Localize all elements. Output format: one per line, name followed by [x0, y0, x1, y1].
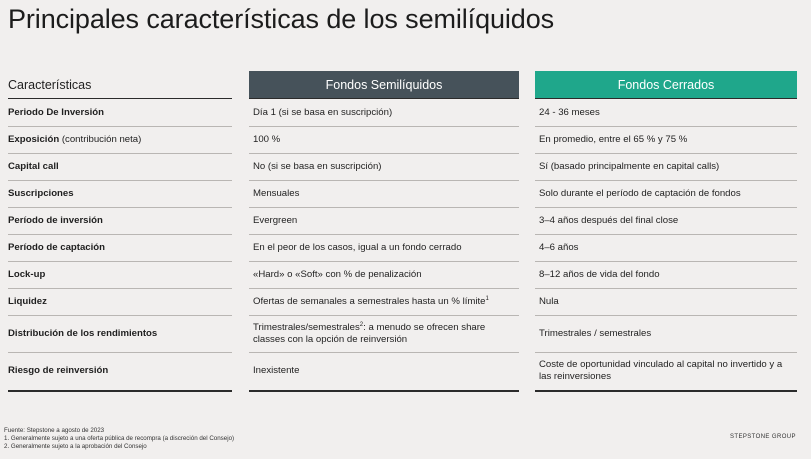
closed-fund-value: Nula — [539, 295, 559, 307]
row-label-text: Lock-up — [8, 268, 46, 280]
semiliquid-cell — [253, 99, 515, 126]
table-bottom-rule — [249, 390, 519, 392]
row-label-text: Período de inversión — [8, 214, 103, 226]
footnote-marker: 1 — [485, 295, 489, 302]
semiliquid-cell-text — [253, 365, 299, 377]
closed-fund-cell — [539, 180, 797, 207]
semiliquid-value: «Hard» o «Soft» con % de penalización — [253, 268, 422, 280]
table-row — [0, 207, 811, 234]
table-row — [0, 234, 811, 261]
semiliquid-value: No (si se basa en suscripción) — [253, 160, 382, 172]
row-label — [8, 126, 232, 153]
row-label-text: Suscripciones — [8, 187, 74, 199]
semiliquid-value: Evergreen — [253, 214, 298, 226]
semiliquid-cell — [253, 315, 515, 352]
semiliquid-cell — [253, 126, 515, 153]
closed-fund-cell — [539, 126, 797, 153]
semiliquid-value: Día 1 (si se basa en suscripción) — [253, 106, 393, 118]
footnotes — [4, 427, 234, 451]
closed-fund-cell — [539, 352, 797, 390]
row-label-text: Período de captación — [8, 241, 106, 253]
semiliquid-cell-text — [253, 296, 489, 308]
closed-fund-cell — [539, 288, 797, 315]
closed-fund-value: 24 - 36 meses — [539, 106, 600, 118]
table-bottom-rule — [535, 390, 797, 392]
row-label-text: Capital call — [8, 160, 59, 172]
semiliquid-value-continued: : a menudo se ofrecen share classes con la opción de reinversión — [253, 321, 486, 345]
page-title: Principales características de los semilíquidos — [8, 4, 555, 34]
row-label — [8, 234, 232, 261]
row-label — [8, 261, 232, 288]
semiliquid-value: En el peor de los casos, igual a un fondo cerrado — [253, 241, 462, 253]
footnote-1: 1. Generalmente sujeto a una oferta pública de recompra (a discreción del Consejo) — [4, 435, 235, 442]
closed-fund-cell — [539, 234, 797, 261]
semiliquid-value: Ofertas de semanales a semestrales hasta un % límite — [253, 295, 486, 307]
semiliquid-cell — [253, 207, 515, 234]
table-row — [0, 99, 811, 126]
table-row — [0, 315, 811, 352]
semiliquid-value: Mensuales — [253, 187, 300, 199]
closed-fund-value: 8–12 años de vida del fondo — [539, 268, 660, 280]
semiliquid-cell-text — [253, 242, 462, 254]
table-row — [0, 126, 811, 153]
semiliquid-cell-text — [253, 269, 422, 281]
semiliquid-cell — [253, 352, 515, 390]
closed-fund-cell — [539, 153, 797, 180]
table-bottom-rule — [8, 390, 232, 392]
row-label — [8, 288, 232, 315]
closed-fund-value: Trimestrales / semestrales — [539, 327, 652, 339]
closed-fund-cell — [539, 99, 797, 126]
row-label — [8, 315, 232, 352]
footnote-2: 2. Generalmente sujeto a la aprobación del Consejo — [4, 443, 147, 450]
row-label-text: Riesgo de reinversión — [8, 365, 109, 376]
row-label-text: Exposición — [8, 133, 60, 145]
row-label — [8, 352, 232, 390]
table-row — [0, 288, 811, 315]
closed-fund-cell — [539, 315, 797, 352]
semiliquid-value: Trimestrales/semestrales — [253, 321, 360, 333]
semiliquid-cell — [253, 180, 515, 207]
semiliquid-cell-text — [253, 215, 297, 227]
closed-fund-value: Coste de oportunidad vinculado al capital no invertido y a las reinversiones — [539, 359, 783, 382]
brand-logo-text: STEPSTONE GROUP — [730, 434, 796, 440]
header-fondos-cerrados: Fondos Cerrados — [535, 71, 797, 98]
closed-fund-value: En promedio, entre el 65 % y 75 % — [539, 133, 688, 145]
semiliquid-value: Inexistente — [253, 365, 300, 376]
closed-fund-cell — [539, 207, 797, 234]
semiliquid-cell-text — [253, 188, 299, 200]
header-caracteristicas: Características — [8, 78, 92, 92]
semiliquid-cell-text — [253, 161, 382, 173]
closed-fund-value: 3–4 años después del final close — [539, 214, 679, 226]
semiliquid-cell — [253, 153, 515, 180]
table-row — [0, 261, 811, 288]
table-row — [0, 153, 811, 180]
table-row — [0, 352, 811, 390]
semiliquid-cell-text — [253, 322, 515, 346]
footnote-source: Fuente: Stepstone a agosto de 2023 — [4, 427, 105, 434]
row-label — [8, 99, 232, 126]
row-label-note: (contribución neta) — [61, 133, 142, 145]
footnote-marker: 2 — [359, 321, 364, 328]
closed-fund-value: Sí (basado principalmente en capital calls) — [539, 160, 720, 172]
row-label-text: Periodo De Inversión — [8, 106, 104, 118]
semiliquid-cell — [253, 288, 515, 315]
table-row — [0, 180, 811, 207]
closed-fund-cell — [539, 261, 797, 288]
closed-fund-value: Solo durante el período de captación de fondos — [539, 187, 741, 199]
row-label — [8, 153, 232, 180]
closed-fund-value: 4–6 años — [539, 241, 579, 253]
semiliquid-value: 100 % — [253, 133, 281, 145]
semiliquid-cell — [253, 261, 515, 288]
row-label-text: Liquidez — [8, 295, 47, 307]
semiliquid-cell — [253, 234, 515, 261]
header-fondos-semiliquidos: Fondos Semilíquidos — [249, 71, 519, 98]
row-label — [8, 207, 232, 234]
row-label — [8, 180, 232, 207]
semiliquid-cell-text — [253, 134, 280, 146]
row-label-text: Distribución de los rendimientos — [8, 327, 158, 339]
semiliquid-cell-text — [253, 107, 392, 119]
